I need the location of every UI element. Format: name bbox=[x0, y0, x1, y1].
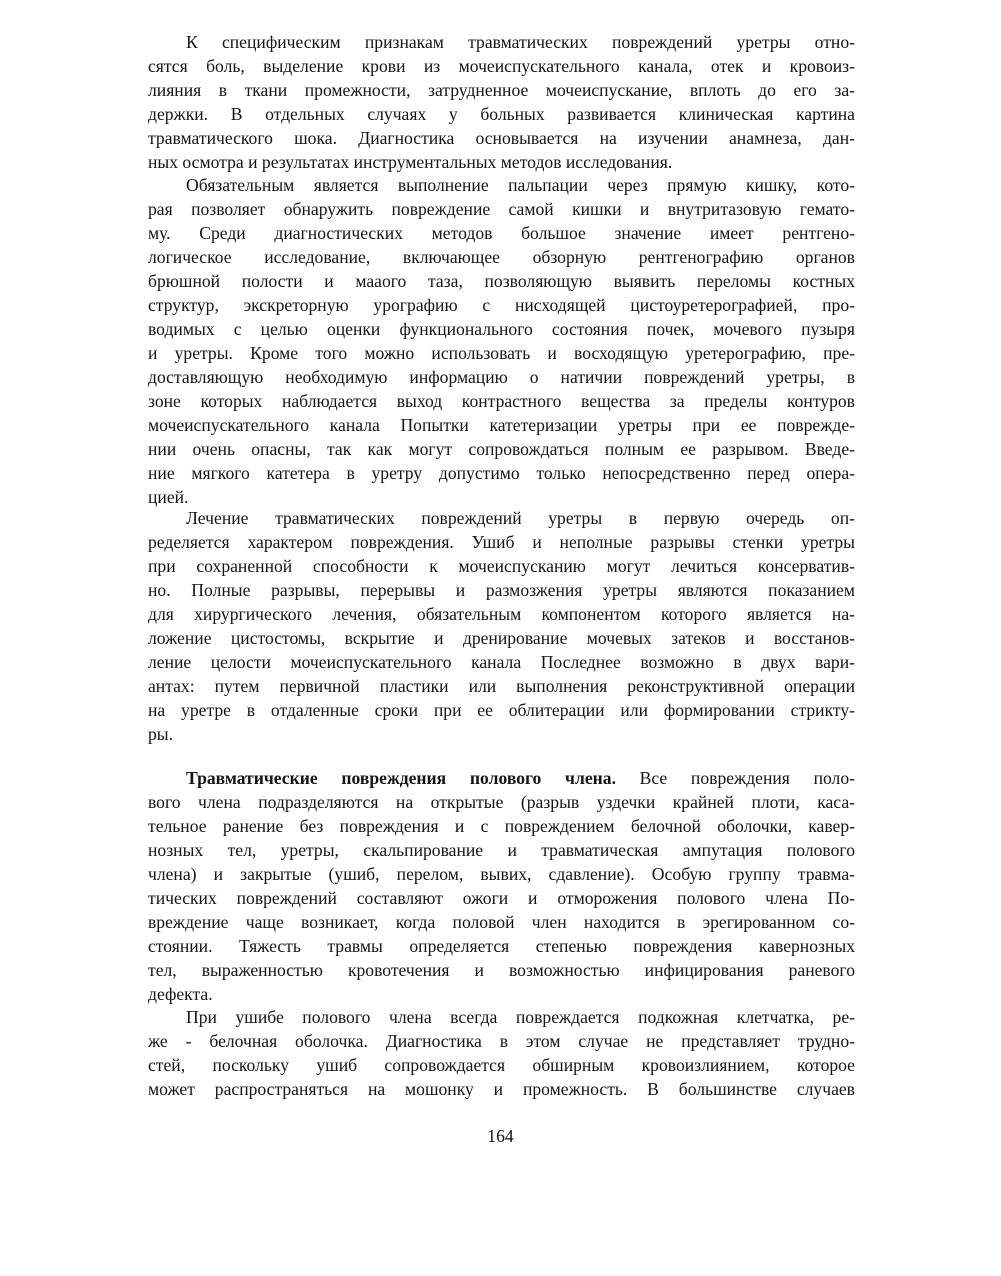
paragraph-urethra-diagnostics bbox=[148, 173, 855, 509]
text-line: ределяется характером повреждения. Ушиб и неполные разрывы стенки уретры bbox=[148, 532, 855, 552]
text-line: может распространяться на мошонку и промежность. В большинстве случаев bbox=[148, 1079, 855, 1099]
paragraph-penile-contusion bbox=[148, 1005, 855, 1101]
text-line: вреждение чаще возникает, когда половой член находится в эрегированном со- bbox=[148, 912, 855, 932]
text-line: тельное ранение без повреждения и с повреждением белочной оболочки, кавер- bbox=[148, 816, 855, 836]
text-line bbox=[148, 766, 855, 790]
text-line: лияния в ткани промежности, затрудненное мочеиспускание, вплоть до его за- bbox=[148, 80, 855, 100]
text-line: сятся боль, выделение крови из мочеиспускательного канала, отек и кровоиз- bbox=[148, 56, 855, 76]
text-line: члена) и закрытые (ушиб, перелом, вывих, сдавление). Особую группу травма- bbox=[148, 864, 855, 884]
text-line: держки. В отдельных случаях у больных развивается клиническая картина bbox=[148, 104, 855, 124]
text-line: тических повреждений составляют ожоги и отморожения полового члена По- bbox=[148, 888, 855, 908]
text-line: стей, поскольку ушиб сопровождается обширным кровоизлиянием, которое bbox=[148, 1055, 855, 1075]
text-line: нозных тел, уретры, скальпирование и травматическая ампутация полового bbox=[148, 840, 855, 860]
text-line: цией. bbox=[148, 487, 189, 507]
text-line: травматического шока. Диагностика основывается на изучении анамнеза, дан- bbox=[148, 128, 855, 148]
text-line: же - белочная оболочка. Диагностика в этом случае не представляет трудно- bbox=[148, 1031, 855, 1051]
text-line: доставляющую необходимую информацию о натичии повреждений уретры, в bbox=[148, 367, 855, 387]
paragraph-urethra-treatment bbox=[148, 506, 855, 746]
paragraph-penile-injuries bbox=[148, 766, 855, 1006]
text-line: структур, экскреторную урографию с нисходящей цистоуретерографией, про- bbox=[148, 295, 855, 315]
page-number: 164 bbox=[487, 1126, 514, 1146]
text-line: Лечение травматических повреждений уретры в первую очередь оп- bbox=[186, 508, 855, 528]
section-heading: Травматические повреждения полового члена. bbox=[186, 768, 616, 788]
text-line: При ушибе полового члена всегда повреждается подкожная клетчатка, ре- bbox=[186, 1007, 855, 1027]
text-line: на уретре в отдаленные сроки при ее облитерации или формировании стрикту- bbox=[148, 700, 855, 720]
text-line: тел, выраженностью кровотечения и возможностью инфицирования раневого bbox=[148, 960, 855, 980]
paragraph-urethra-symptoms bbox=[148, 30, 855, 174]
text-line: ры. bbox=[148, 724, 174, 744]
text-line: для хирургического лечения, обязательным компонентом которого является на- bbox=[148, 604, 855, 624]
text-line: брюшной полости и мааого таза, позволяющую выявить переломы костных bbox=[148, 271, 855, 291]
text-line: Обязательным является выполнение пальпации через прямую кишку, кото- bbox=[186, 175, 855, 195]
text-line: К специфическим признакам травматических повреждений уретры отно- bbox=[186, 32, 855, 52]
text-line: ложение цистостомы, вскрытие и дренирование мочевых затеков и восстанов- bbox=[148, 628, 855, 648]
text-line: логическое исследование, включающее обзорную рентгенографию органов bbox=[148, 247, 855, 267]
text-line: нии очень опасны, так как могут сопровождаться полным ее разрывом. Введе- bbox=[148, 439, 855, 459]
text-line: вого члена подразделяются на открытые (разрыв уздечки крайней плоти, каса- bbox=[148, 792, 855, 812]
heading-line-rest: Все повреждения поло- bbox=[615, 768, 855, 788]
text-line: дефекта. bbox=[148, 984, 213, 1004]
text-line: стоянии. Тяжесть травмы определяется степенью повреждения кавернозных bbox=[148, 936, 855, 956]
text-line: и уретры. Кроме того можно использовать и восходящую уретерографию, пре- bbox=[148, 343, 855, 363]
text-line: при сохраненной способности к мочеиспусканию могут лечиться консерватив- bbox=[148, 556, 855, 576]
text-line: мочеиспускательного канала Попытки катетеризации уретры при ее поврежде- bbox=[148, 415, 855, 435]
text-line: ние мягкого катетера в уретру допустимо только непосредственно перед опера- bbox=[148, 463, 855, 483]
text-line: му. Среди диагностических методов большое значение имеет рентгено- bbox=[148, 223, 855, 243]
text-line: антах: путем первичной пластики или выполнения реконструктивной операции bbox=[148, 676, 855, 696]
text-line: ных осмотра и результатах инструментальных методов исследования. bbox=[148, 152, 673, 172]
text-line: водимых с целью оценки функционального состояния почек, мочевого пузыря bbox=[148, 319, 855, 339]
text-line: но. Полные разрывы, перерывы и размозжения уретры являются показанием bbox=[148, 580, 855, 600]
text-line: ление целости мочеиспускательного канала Последнее возможно в двух вари- bbox=[148, 652, 855, 672]
text-line: рая позволяет обнаружить повреждение самой кишки и внутритазовую гемато- bbox=[148, 199, 855, 219]
text-line: зоне которых наблюдается выход контрастного вещества за пределы контуров bbox=[148, 391, 855, 411]
